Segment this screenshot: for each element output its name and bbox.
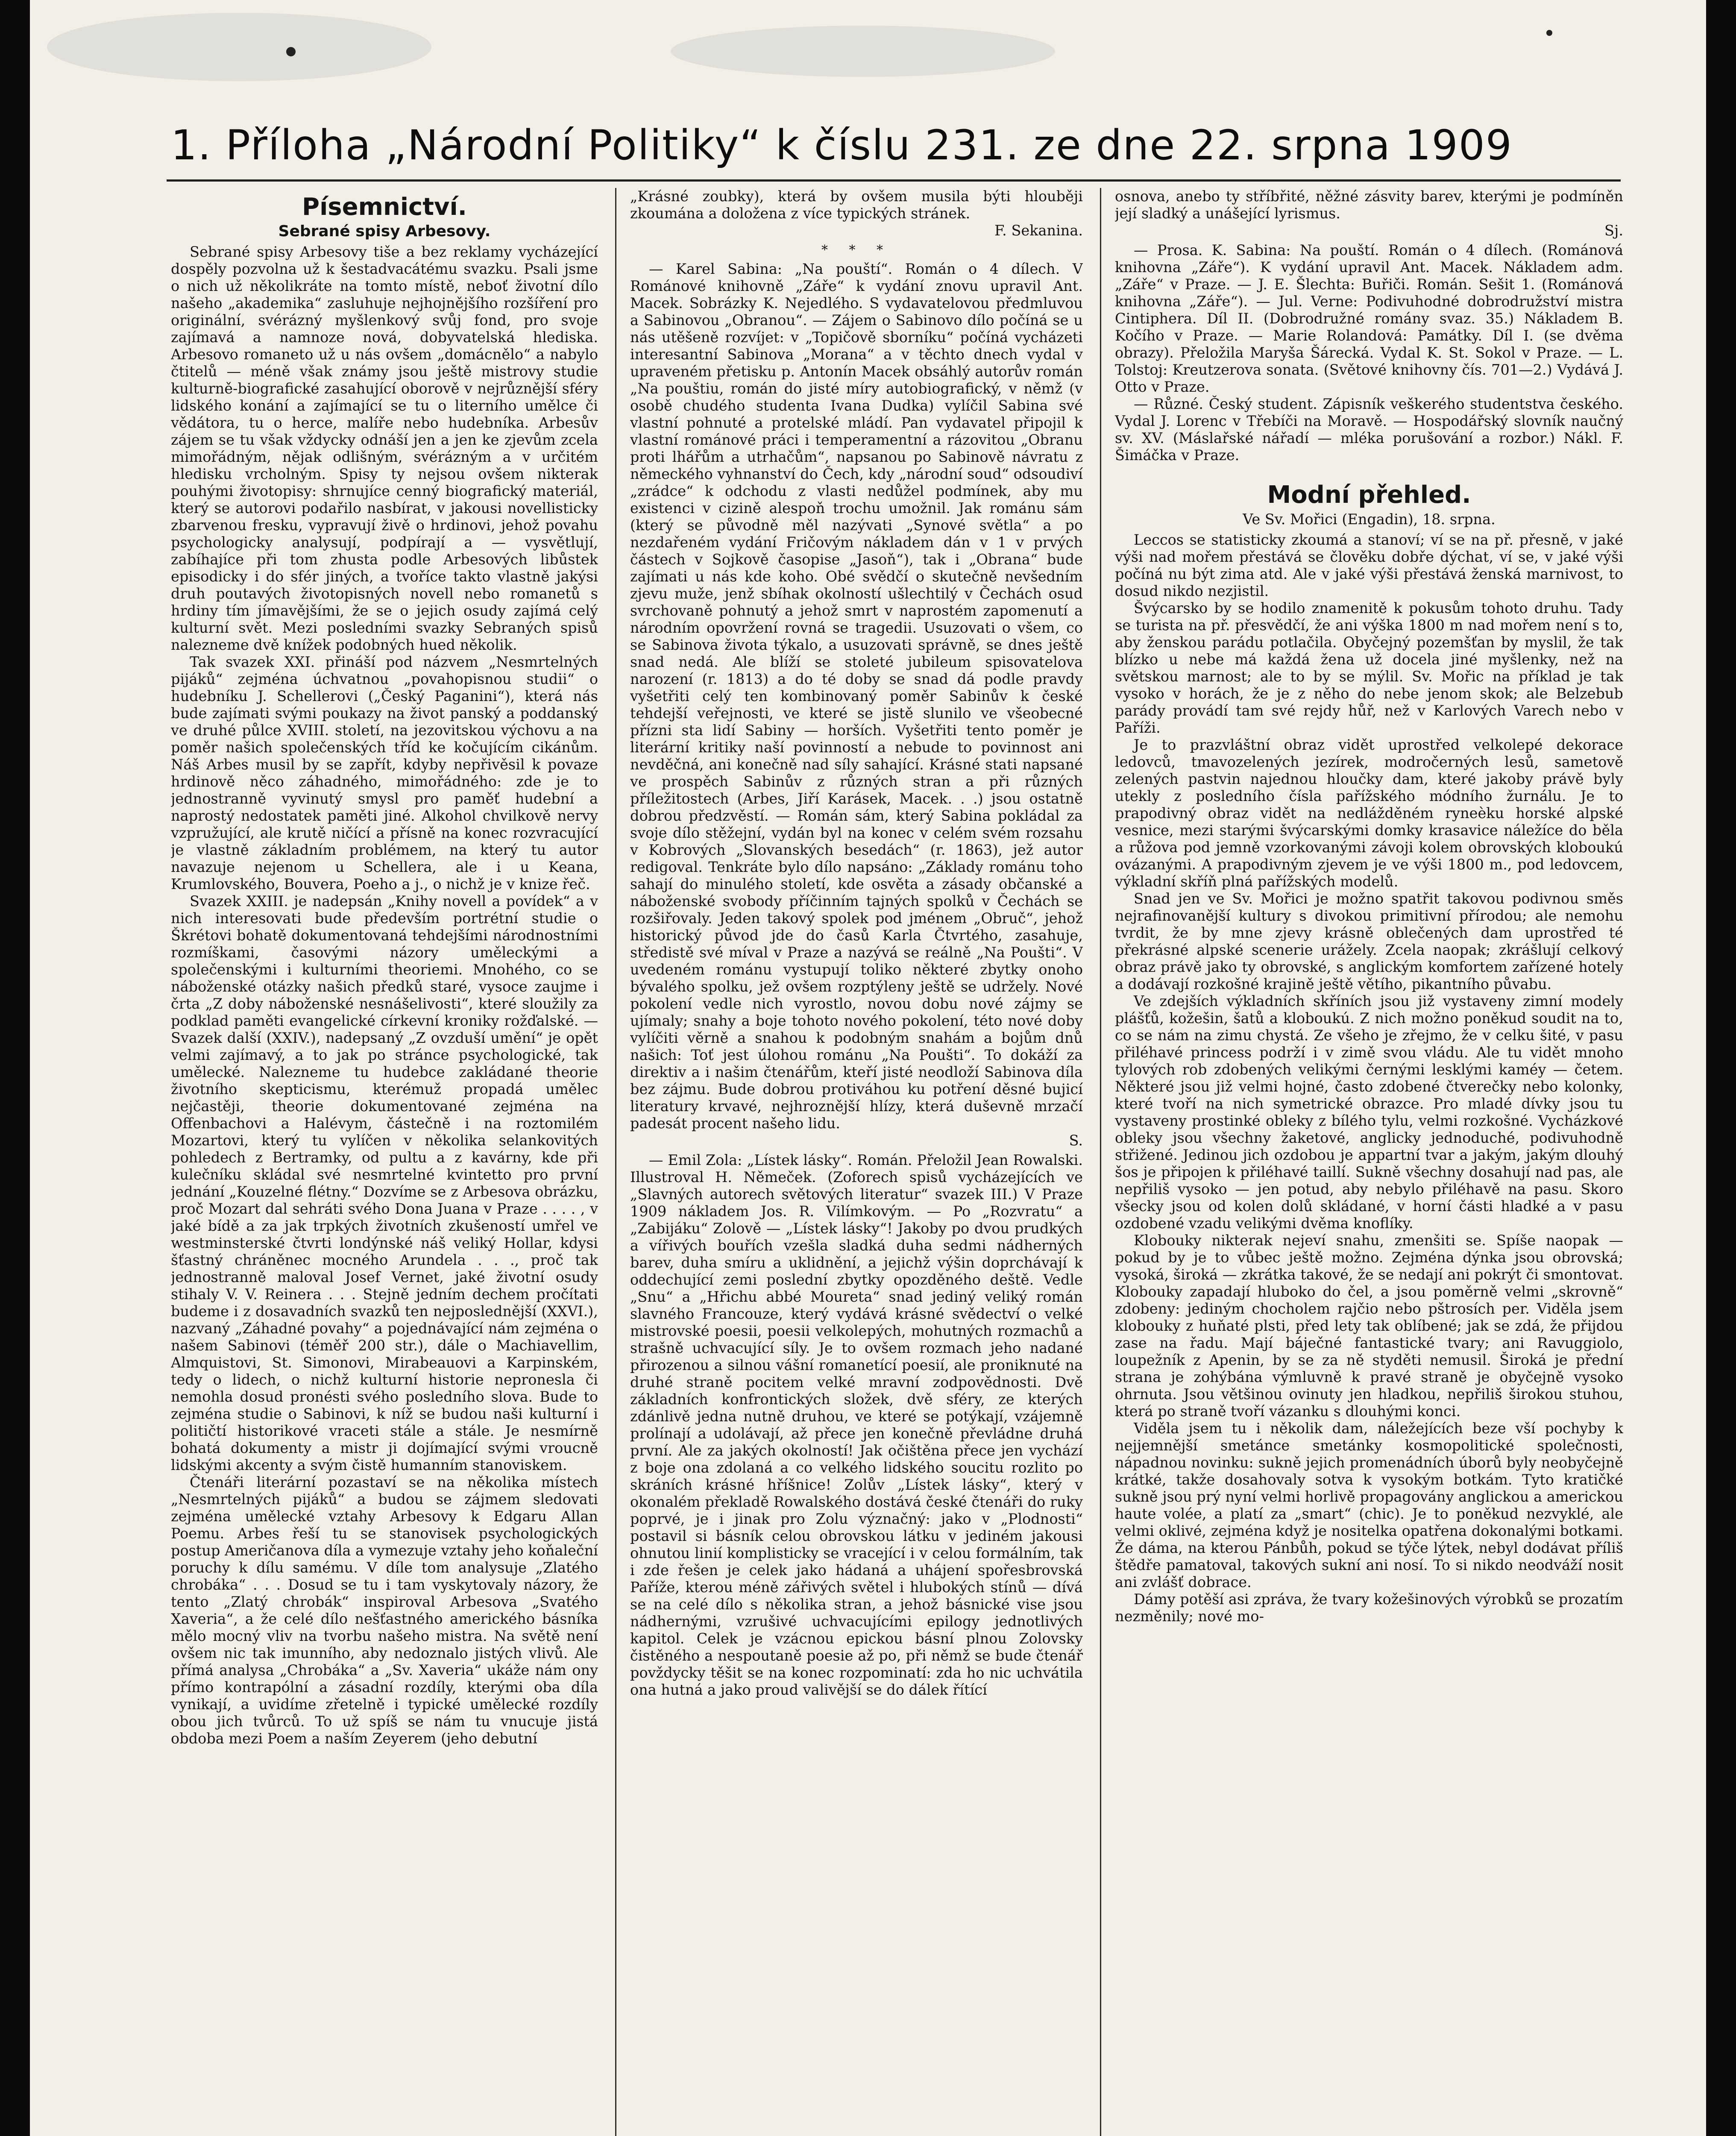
article-paragraph: Klobouky nikterak nejeví snahu, zmenšiti se. Spíše naopak — pokud by je to vůbec ještě možno. Zejména dýnka jsou obrovská; vysoká, široká — zkrátka takové, že se nedají ani pokrýt či smontovat. Klobouky zapadají hluboko do čel, a jsou poměrně velmi „skrovně“ zdobeny: jediným chocholem rajčio nebo pštrosích per. Viděla jsem klobouky z huňaté plsti, před lety tak oblíbené; jak se zdá, že přijdou zase na řadu. Mají báječné fantastické tvary; ani Ravuggiolo, loupežník z Apenin, by se za ně styděti nemusil. Široká je přední strana je zohýbána výmluvně k pravé straně je obyčejně vysoko ohrnuta. Jsou většinou ovinuty jen hladkou, nepřiliš širokou stuhou, která po straně tvoří vázanku s dlouhými konci.: [1115, 1232, 1623, 1420]
author-signature: F. Sekanina.: [994, 222, 1083, 239]
article-paragraph: Čtenáři literární pozastaví se na několika místech „Nesmrtelných pijáků“ a budou se zájmem sledovati zejména umělecké vztahy Arbesovy k Edgaru Allan Poemu. Arbes řeší tu se stanovisek psychologických postup Američanova díla a vymezuje vztahy jeho koňaleční poruchy k dílu samému. V díle tom analysuje „Zlatého chrobáka“ . . . Dosud se tu i tam vyskytovaly názory, že tento „Zlatý chrobák“ inspiroval Arbesova „Svatého Xaveria“, a že celé dílo nešťastného amerického básníka mělo mocný vliv na tvorbu našeho mistra. Na světě není ovšem nic tak imunního, aby nedoznalo jistých vlivů. Ale přímá analysa „Chrobáka“ a „Sv. Xaveria“ ukáže nám ony přímo kontrapólní a zásadní rozdíly, kterými oba díla vynikají, a uvidíme zřetelně i typické umělecké rozdíly obou jich tvůrců. To už spíš se nám tu vnucuje jistá obdoba mezi Poem a naším Zeyerem (jeho debutní: [171, 1474, 598, 1747]
dateline: Ve Sv. Mořici (Engadin), 18. srpna.: [1243, 511, 1496, 528]
section-separator-stars: * * *: [821, 243, 892, 258]
column-divider: [1100, 188, 1101, 2136]
column-1: [171, 188, 598, 2136]
page-masthead: 1. Příloha „Národní Politiky“ k číslu 231. ze dne 22. srpna 1909: [171, 121, 1513, 169]
section-title-literature: Písemnictví.: [302, 193, 467, 221]
scan-smudge: [47, 13, 431, 81]
column-divider: [615, 188, 616, 2136]
column-2: [630, 188, 1083, 2136]
author-signature: Sj.: [1604, 222, 1623, 239]
author-signature: S.: [1069, 1132, 1083, 1149]
article-paragraph: Švýcarsko by se hodilo znamenitě k pokusům tohoto druhu. Tady se turista na př. přesvědčí, že ani výška 1800 m nad mořem není s to, aby ženskou parádu potlačila. Obyčejný pozemšťan by myslil, že tak blízko u nebe má každá žena už docela jiné myšlenky, než na světskou marnost; ale to by se mýlil. Sv. Mořic na příklad je tak vysoko v horách, že je z něho do nebe jenom skok; ale Belzebub parády provádí tam své rejdy hůř, než v Karlových Varech nebo v Paříži.: [1115, 600, 1623, 736]
scan-border-right: [1706, 0, 1736, 2136]
article-paragraph: Sebrané spisy Arbesovy tiše a bez reklamy vycházející dospěly pozvolna už k šestadvacátému svazku. Psali jsme o nich už několikráte na tomto místě, neboť životní dílo našeho „akademika“ zasluhuje nejhojnějšího rozšíření pro originální, svérázný myšlenkový svůj fond, pro svoje zajímavá a namnoze nová, dobyvatelská hlediska. Arbesovo romaneto už u nás ovšem „domácnělo“ a nabylo čtitelů — méně však známy jsou ještě mistrovy studie kulturně-biografické zasahující oborově v nejrůznější sféry lidského konání a zajímající se tu o literního umělce či vědátora, tu o herce, malíře nebo hudebníka. Arbesův zájem se tu však vždycky odnáší jen a jen ke zjevům zcela mimořádným, nějak odlišným, svérázným a v určitém hledisku vrcholným. Spisy ty nejsou ovšem nikterak pouhými životopisy: shrnujíce cenný biografický materiál, který se autorovi podařilo nasbírat, v jakousi novellisticky zbarvenou fresku, vypravují živě o hrdinovi, jehož povahu psychologicky analysují, podpírají a — vysvětlují, zabíhajíce při tom zhusta podle Arbesových libůstek episodicky i do sfér jiných, a tvoříce takto vlastně jakýsi druh poutavých životopisných novell nebo romanetů s hrdiny tím jímavějšími, že se o jejich osudy zajímá celý kulturní svět. Mezi posledními svazky Sebraných spisů nalezneme dvě knížek podobných hued několik.: [171, 244, 598, 653]
scan-speck: [1546, 30, 1552, 36]
article-paragraph: Tak svazek XXI. přináší pod názvem „Nesmrtelných pijáků“ zejména úchvatnou „povahopisnou studii“ o hudebníku J. Schellerovi („Český Paganini“), která nás bude zajímati svými poukazy na život panský a poddanský ve druhé půlce XVIII. století, na jezovitskou výchovu a na poměr našich společenských tříd ke kočujícím cikánům. Náš Arbes musil by se zapřít, kdyby nepřivěsil k povaze hrdinově něco záhadného, mimořádného: zde je to jednostranně vyvinutý smysl pro paměť hudební a naprostý nedostatek paměti jiné. Alkohol chvilkově nervy vzpružující, ale krutě ničící a přísně na konec rozvracující je vlastně základním problémem, na který tu autor navazuje nejenom u Schellera, ale i u Keana, Krumlovského, Bouvera, Poeho a j., o nichž je v knize řeč.: [171, 654, 598, 892]
newspaper-page: [30, 0, 1706, 2136]
article-paragraph: Je to prazvláštní obraz vidět uprostřed velkolepé dekorace ledovců, tmavozelených jezírek, modročerných lesů, sametově zelených pastvin najednou hloučky dam, které jakoby právě byly utekly z posledního čísla pařížského módního žurnálu. Je to prapodivný obraz vidět na nedlážděném ryneèku horské alpské vesnice, mezi starými švýcarskými domky krasavice náležíce do běla a růžova pod jemně vzorkovanými závoji kolem obrovských kloboukú ovázanými. A prapodivným zjevem je ve výši 1800 m., pod ledovcem, výkladní skříň plná pařížských modelů.: [1115, 736, 1623, 890]
article-paragraph: Viděla jsem tu i několik dam, náležejících beze vší pochyby k nejjemnější smetánce smetánky kosmopolitické společnosti, nápadnou novinku: sukně jejich promenádních úborů byly neobyčejně krátké, takže dosahovaly sotva k vysokým botkám. Tyto kratičké sukně jsou prý nyní velmi horlivě propagovány anglickou a americkou haute volée, a platí za „smart“ (chic). Je to poněkud nezvyklé, ale velmi oklivé, zejména když je nositelka opatřena dokonalými botkami. Že dáma, na kterou Pánbůh, pokud se týče lýtek, nebyl dodávat příliš štědře pamatoval, takových sukní ani nosí. To si nikdo neodváží nosit ani zvlášť dobrace.: [1115, 1420, 1623, 1590]
section-title-fashion: Modní přehled.: [1267, 481, 1471, 509]
article-paragraph: Dámy potěší asi zpráva, že tvary kožešinových výrobků se prozatím nezměnily; nové mo-: [1115, 1591, 1623, 1625]
article-paragraph: osnova, anebo ty stříbřité, něžné zásvity barev, kterými je podmíněn její sladký a unášející lyrismus.: [1115, 188, 1623, 222]
review-zola: — Emil Zola: „Lístek lásky“. Román. Přeložil Jean Rowalski. Illustroval H. Němeček. (Zoforech spisů vycházejících ve „Slavných autorech světových literatur“ svazek III.) V Praze 1909 nákladem Jos. R. Vilímkovým. — Po „Rozvratu“ a „Zabijáku“ Zolově — „Lístek lásky“! Jakoby po dvou prudkých a vířivých bouřích vzešla sladká duha sedmi nádherných barev, duha smíru a uklidnění, a jejichž výšin doprchávají k oddechující zemi poslední zbytky opozděného deště. Vedle „Snu“ a „Hřichu abbé Moureta“ snad jediný veliký román slavného Francouze, který vydává krásné svědectví o velké mistrovské poesii, poesii velkolepých, mohutných rozmachů a strašně uchvacující síly. Je to ovšem rozmach jeho nadané přirozenou a silnou vášní romanetící poesií, ale proniknuté na druhé straně pocitem velké mravní zodpovědnosti. Dvě základních konfrontických složek, dvě sféry, ze kterých zdánlivě jedna nutně druhou, ve které se potýkají, vzájemně prolínají a udolávají, až přece jen konečně převládne druhá první. Ale za jakých okolností! Jak očištěna přece jen vychází z boje ona zdolaná a co velkého lidského soucitu rozlito po skráních krásné hříšnice! Zolův „Lístek lásky“, který v okonalém překladě Rowalského dostává české čtenáři do ruky poprvé, je i jinak pro Zolu význačný: jako v „Plodnosti“ postavil si básník celou obrovskou látku v jediném jakousi ohnutou linií komplisticky se vracející i v celou formálním, tak i zde řešen je celek jako hádaná a uhájení spořesbrovská Paříže, kterou méně zářivých světel i hlubokých stínů — dívá se na celé dílo s několika stran, a jehož básnické vise jsou nádhernými, vzrušivé uchvacujícími epilogy jednotlivých kapitol. Celek je vzácnou epickou básní plnou Zolovsky čistěného a nespoutaně poesie až po, při němž se bude čtenář povždycky těšit se na konec rozpominatí: zda ho nic uchvátila ona hutná a jako proud valivější se do dálek řítící: [630, 1152, 1083, 1698]
scan-speck: [286, 47, 296, 56]
scan-smudge: [671, 26, 1055, 77]
column-3: [1115, 188, 1623, 2136]
article-subtitle-arbes: Sebrané spisy Arbesovy.: [278, 223, 491, 240]
article-paragraph: Snad jen ve Sv. Mořici je možno spatřit takovou podivnou směs nejrafinovanější kultury s divokou primitivní přírodou; ale nemohu tvrdit, že by mne zjevy krásně oblečených dam uprostřed té překrásné alpské scenerie urážely. Zcela naopak; zkrášlují celkový obraz právě jako ty obrovské, s anglickým komfortem zařízené hotely a dodávají rozkošné krajině ještě větího, pikantního půvabu.: [1115, 890, 1623, 992]
article-paragraph: Svazek XXIII. je nadepsán „Knihy novell a povídek“ a v nich interesovati bude především portrétní studie o Škrétovi bohatě dokumentovaná tehdejšími národnostními rozmíškami, časovými názory uměleckými a společenskými i kulturními theoriemi. Mnohého, co se náboženské otázky našich předků staré, vysoce zaujme i črta „Z doby náboženské nesnášelivosti“, které sloužily za podklad paměti evangelické církevní kroniky rožďalské. — Svazek další (XXIV.), nadepsaný „Z ovzduší umění“ je opět velmi zajímavý, a to jak po stránce psychologické, tak umělecké. Nalezneme tu hudebce zakládané theorie životního skepticismu, kterémuž propadá umělec nejčastěji, theorie dokumentované zejména na Offenbachovi a Halévym, částečně i na roztomilém Mozartovi, který tu vylíčen v několika selankovitých pohledech z Bertramky, od pultu a z kavárny, kde při kulečníku skládal své nesmrtelné kvintetto pro první jednání „Kouzelné flétny.“ Dozvíme se z Arbesova obrázku, proč Mozart dal sehráti svého Dona Juana v Praze . . . . , v jaké bídě a za jak trpkých životních zkušeností umřel ve westminsterské čtvrti londýnské náš veliký Hollar, kdysi šťastný chráněnec mocného Arundela . . ., proč tak jednostranně maloval Josef Vernet, jaké životní osudy stihaly V. V. Reinera . . . Stejně jedním dechem pročítati budeme i z dosavadních svazků ten nejposlednější (XXVI.), nazvaný „Záhadné povahy“ a pojednávající nám zejména o našem Sabinovi (téměř 200 str.), dále o Machiavellim, Almquistovi, St. Simonovi, Mirabeauovi a Karpinském, tedy o lidech, o nichž kulturní historie nepronesla či nemohla dosud pronésti svého posledního slova. Bude to zejména studie o Sabinovi, k níž se budou naši kulturní i političtí historikové vraceti stále a stále. Je nesmírně bohatá dokumenty a mistr ji dojímající svými vroucně lidskými akcenty a svým čistě humanním stanoviskem.: [171, 893, 598, 1473]
book-list-misc: — Různé. Český student. Zápisník veškerého studentstva českého. Vydal J. Lorenc v Třebíči na Moravě. — Hospodářský slovník naučný sv. XV. (Máslařské nářadí — mléka porušování a rozbor.) Nákl. F. Šimáčka v Praze.: [1115, 396, 1623, 464]
article-paragraph: „Krásné zoubky), která by ovšem musila býti hlouběji zkoumána a doložena z více typických stránek.: [630, 188, 1083, 222]
masthead-rule: [167, 179, 1621, 182]
scan-border-left: [0, 0, 30, 2136]
article-paragraph: Leccos se statisticky zkoumá a stanoví; ví se na př. přesně, v jaké výši nad mořem přestává se člověku dobře dýchat, ví se, v jaké výši počíná nu být zima atd. Ale v jaké výši přestává ženská marnivost, to dosud nikdo nezjistil.: [1115, 531, 1623, 599]
review-sabina: — Karel Sabina: „Na pouští“. Román o 4 dílech. V Románové knihovně „Záře“ k vydání znovu upravil Ant. Macek. Sobrázky K. Nejedlého. S vydavatelovou předmluvou a Sabinovou „Obranou“. — Zájem o Sabinovo dílo počíná se u nás utěšeně rozvíjet: v „Topičově sborníku“ počíná vycházeti interesantní Sabinova „Morana“ a v těchto dnech vydal v upraveném přetisku p. Antonín Macek obsáhlý autorův román „Na pouštiu, román do jisté míry autobiografický, v němž (v osobě chudého studenta Ivana Dudka) vylíčil Sabina své vlastní pohnuté a protelské mládí. Pan vydavatel připojil k vlastní románové práci i temperamentní a rázovitou „Obranu proti lhářům a utrhačům“, napsanou po Sabinově návratu z německého vyhnanství do Čech, kdy „národní soud“ odsoudiví „zrádce“ k odchodu z vlasti nedůžel podmínek, aby mu existenci v cizině alespoň trochu umožnil. Jak románu sám (který se původně měl nazývati „Synové světla“ a po nezdařeném vydání Fričovým nákladem dán v 1 v prvých částech v Sojkově časopise „Jasoň“), tak i „Obrana“ bude zajímati u nás kde koho. Obé svědčí o skutečně nevšedním zjevu muže, jenž sbíhak okolností ušlechtilý v Čechách osud svrchovaně pohnutý a jehož smrt v naprostém zapomenutí a národním opovržení rovná se tragedii. Usuzovati o všem, co se Sabinova života týkalo, a usuzovati správně, se dnes ještě snad nedá. Ale blíží se stoleté jubileum spisovatelova narození (r. 1813) a do té doby se snad dá podle pravdy vyšetřiti celý ten kombinovaný poměr Sabinův k české tehdejší veřejnosti, ve které se jistě slunilo ve všeobecné přízni sta lidí Sabiny — horších. Vyšetřiti tento poměr je literární kritiky naší povinností a nebude to povinnost ani nevděčná, ani konečně nad síly sahající. Krásné stati napsané ve prospěch Sabinův z různých stran a při různých příležitostech (Arbes, Jiří Karásek, Macek. . .) jsou ostatně dobrou předzvěstí. — Román sám, který Sabina pokládal za svoje dílo stěžejní, vydán byl na konec v celém svém rozsahu v Kobrových „Slovanských besedách“ (r. 1863), jež autor redigoval. Tenkráte bylo dílo napsáno: „Základy románu toho sahají do minulého století, kde osvěta a zásady občanské a náboženské svobody příčinním tajných spolků v Čechách se rozšiřovaly. Jeden takový spolek pod jménem „Obruč“, jehož historický původ jde do časů Karla Čtvrtého, zasahuje, středistě své míval v Praze a nazývá se reálně „Na Poušti“. V uvedeném románu vystupují toliko některé zbytky onoho bývalého spolku, jež ovšem rozptýleny ještě se udržely. Nové pokolení vedle nich vyrostlo, novou dobu nové zájmy se ujímaly; snahy a boje tohoto nového pokolení, této nové doby vylíčiti věrně a snahou k podobným snahám a bojům dnů našich: Toť jest úlohou románu „Na Poušti“. To dokáží za direktiv a i našim čtenářům, kteří jisté neodloží Sabinova díla bez zájmu. Bude dobrou protiváhou ku potření děsné bujicí literatury krvavé, nejhroznější hlízy, která duševně mrzačí padesát procent našeho lidu.: [630, 261, 1083, 1132]
book-list-prose: — Prosa. K. Sabina: Na pouští. Román o 4 dílech. (Románová knihovna „Záře“). K vydání upravil Ant. Macek. Nákladem adm. „Záře“ v Praze. — J. E. Šlechta: Buřiči. Román. Sešit 1. (Románová knihovna „Záře“). — Jul. Verne: Podivuhodné dobrodružství mistra Cintiphera. Díl II. (Dobrodružné romány svaz. 35.) Nákladem B. Kočího v Praze. — Marie Rolandová: Památky. Díl I. (se dvěma obrazy). Přeložila Maryša Šárecká. Vydal K. St. Sokol v Praze. — L. Tolstoj: Kreutzerova sonata. (Světové knihovny čís. 701—2.) Vydává J. Otto v Praze.: [1115, 242, 1623, 395]
article-paragraph: Ve zdejších výkladních skříních jsou již vystaveny zimní modely plášťů, kožešin, šatů a kloboukú. Z nich možno poněkud soudit na to, co se nám na zimu chystá. Ze všeho je zřejmo, že v celku šité, v pasu přiléhavé princess podrží i v zimě svou vládu. Ale tu vidět mnoho tylových rob zdobených velikými černými lesklými kaméy — četem. Některé jsou již velmi hojné, často zdobené čtverečky nebo kolonky, které tvoří na nich symetrické obrazce. Pro mladé dívky jsou tu vystaveny prostinké obleky z bílého tylu, velmi rozkošné. Vycházkové obleky jsou všechny žaketové, anglicky jednoduché, podivuhodně střižené. Jedinou jich ozdobou je appartní tvar a jakým, jakým dlouhý šos je připojen k přiléhavé taillí. Sukně všechny dosahují nad pas, ale nepřiliš vysoko — jen potud, aby nebylo přiléhavě na pasu. Skoro všecky jsou od kolen dolů skládané, v horní části hladké a v pasu ozdobené vzadu velikými dvěma knoflíky.: [1115, 993, 1623, 1232]
